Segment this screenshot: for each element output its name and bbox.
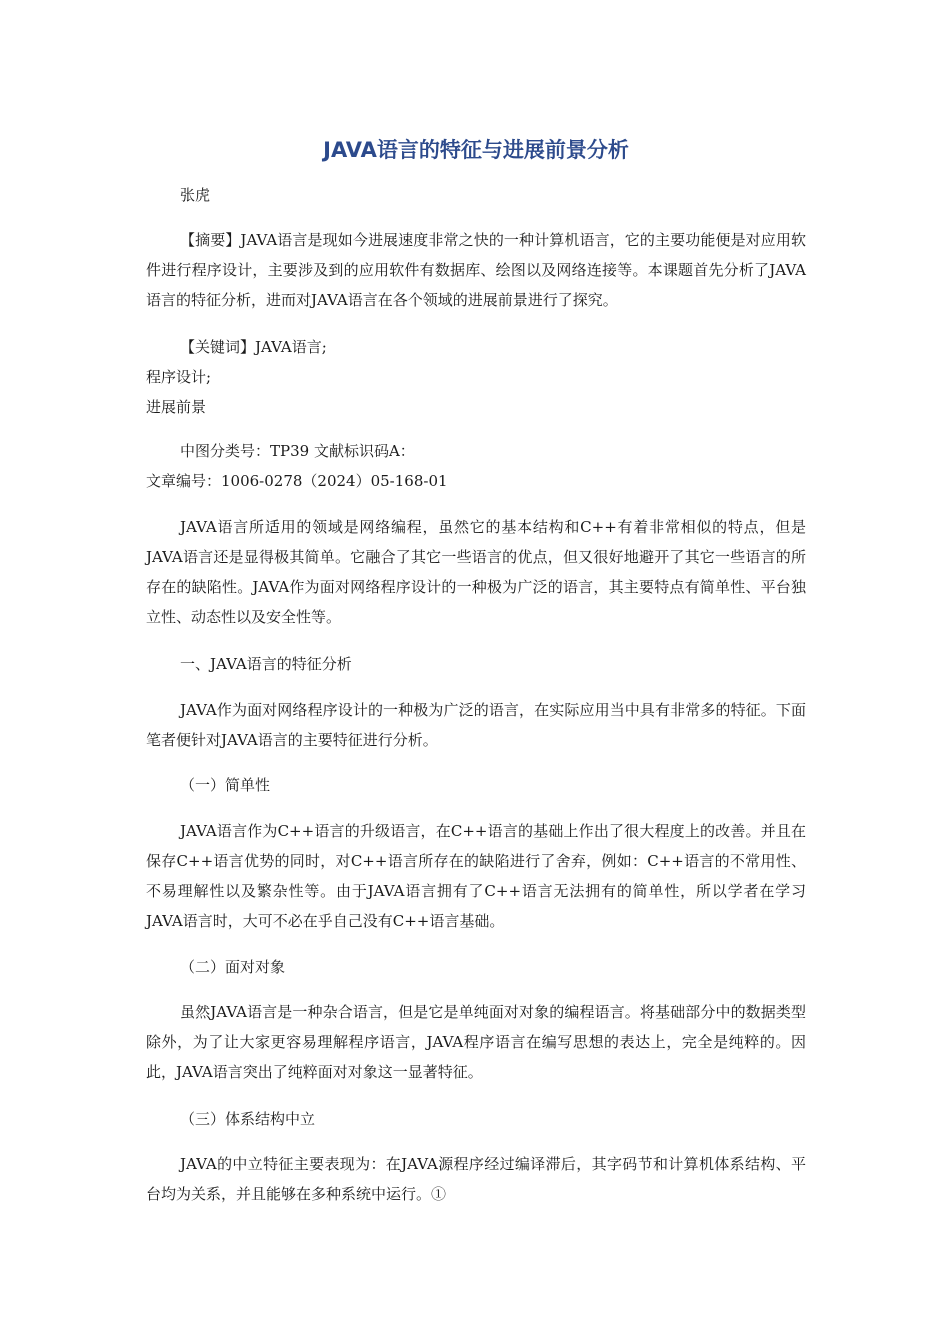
- subsection-paragraph: JAVA的中立特征主要表现为：在JAVA源程序经过编译滞后，其字码节和计算机体系结构、平台均为关系，并且能够在多种系统中运行。①: [146, 1155, 806, 1203]
- keywords-line: 【关键词】JAVA语言;: [180, 338, 327, 356]
- keywords-line: 程序设计;: [146, 368, 212, 386]
- section-paragraph: JAVA作为面对网络程序设计的一种极为广泛的语言，在实际应用当中具有非常多的特征。下面笔者便针对JAVA语言的主要特征进行分析。: [146, 701, 806, 749]
- document-title: JAVA语言的特征与进展前景分析: [323, 138, 629, 162]
- author-name: 张虎: [180, 186, 211, 204]
- subsection-paragraph: JAVA语言作为C++语言的升级语言，在C++语言的基础上作出了很大程度上的改善。并且在保存C++语言优势的同时，对C++语言所存在的缺陷进行了舍弃，例如：C++语言的不常用性、不易理解性以及繁杂性等。由于JAVA语言拥有了C++语言无法拥有的简单性，所以学者在学习JAVA语言时，大可不必在乎自己没有C++语言基础。: [146, 822, 806, 930]
- section-heading: 一、JAVA语言的特征分析: [180, 655, 352, 673]
- subsection-heading: （一）简单性: [180, 776, 271, 794]
- keywords-block: [146, 332, 806, 422]
- abstract-paragraph: 【摘要】JAVA语言是现如今进展速度非常之快的一种计算机语言，它的主要功能便是对应用软件进行程序设计，主要涉及到的应用软件有数据库、绘图以及网络连接等。本课题首先分析了JAVA语言的特征分析，进而对JAVA语言在各个领域的进展前景进行了探究。: [146, 231, 806, 309]
- subsection-heading: （三）体系结构中立: [180, 1110, 316, 1128]
- classification-block: [146, 436, 806, 496]
- subsection-heading: （二）面对对象: [180, 958, 286, 976]
- article-number-line: 文章编号：1006-0278（2024）05-168-01: [146, 472, 448, 490]
- subsection-paragraph: 虽然JAVA语言是一种杂合语言，但是它是单纯面对对象的编程语言。将基础部分中的数据类型除外，为了让大家更容易理解程序语言，JAVA程序语言在编写思想的表达上，完全是纯粹的。因此，JAVA语言突出了纯粹面对对象这一显著特征。: [146, 1003, 806, 1081]
- keywords-line: 进展前景: [146, 398, 207, 416]
- classification-line: 中图分类号：TP39 文献标识码A：: [180, 442, 415, 460]
- intro-paragraph: JAVA语言所适用的领域是网络编程，虽然它的基本结构和C++有着非常相似的特点，但是JAVA语言还是显得极其简单。它融合了其它一些语言的优点，但又很好地避开了其它一些语言的所存在的缺陷性。JAVA作为面对网络程序设计的一种极为广泛的语言，其主要特点有简单性、平台独立性、动态性以及安全性等。: [146, 518, 806, 626]
